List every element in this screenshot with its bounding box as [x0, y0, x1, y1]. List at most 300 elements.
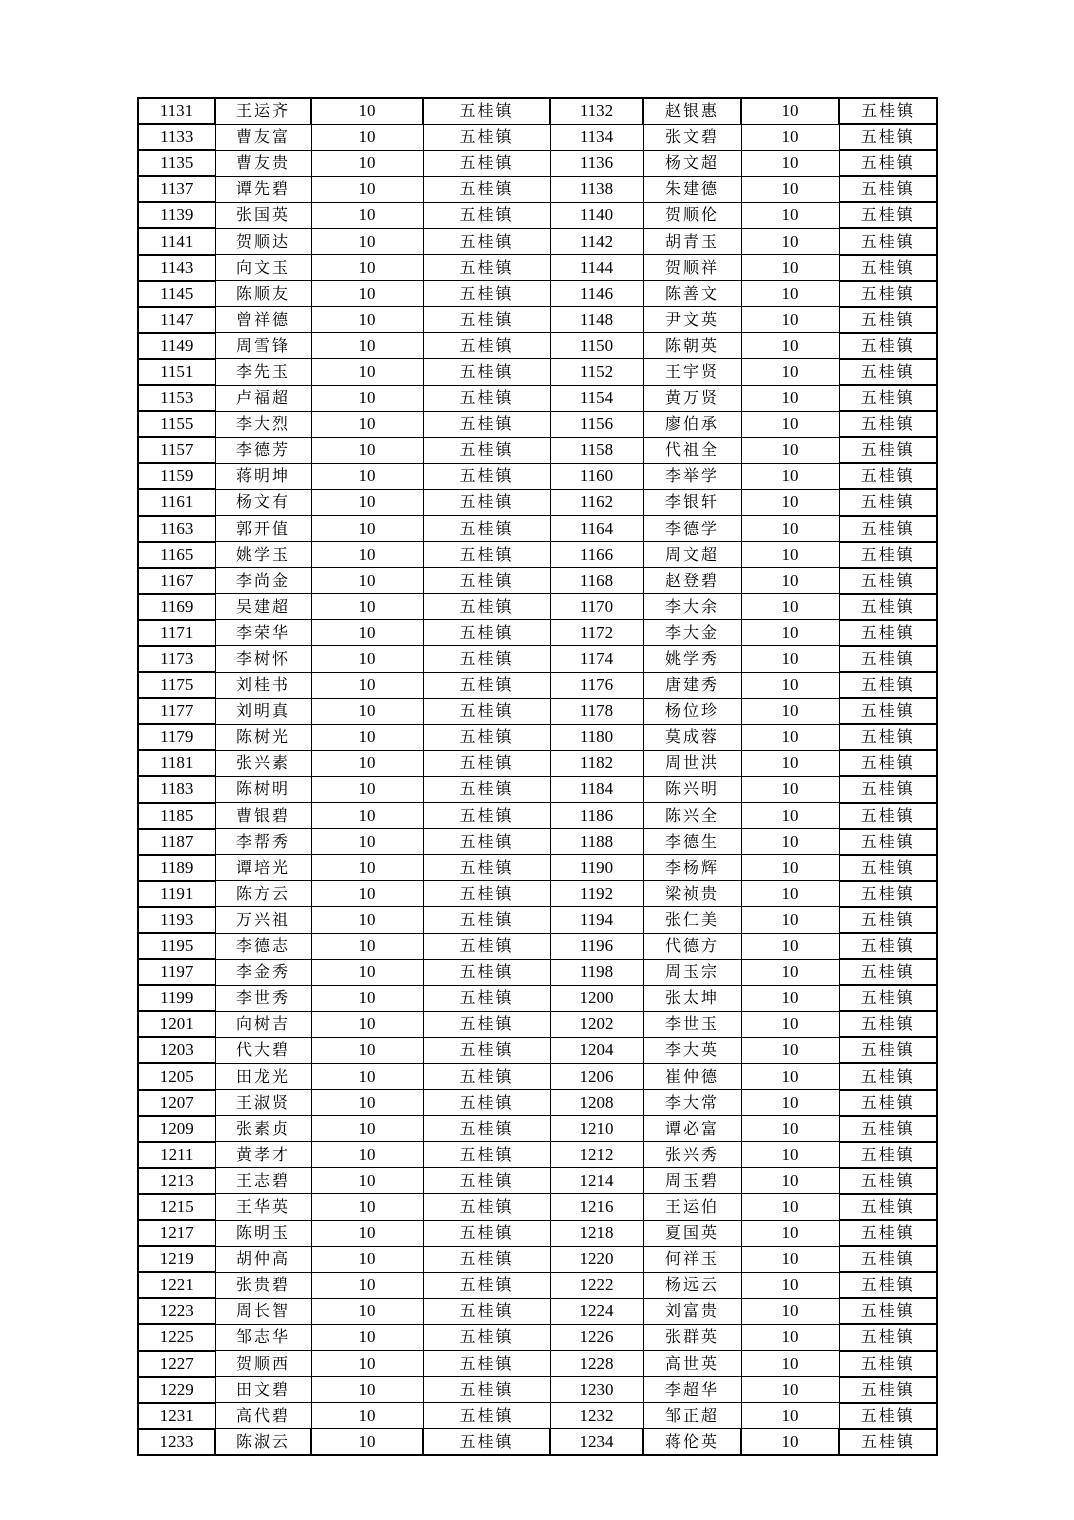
right-entry-town: 五桂镇	[839, 855, 937, 881]
table-row	[138, 1063, 937, 1089]
right-entry-name: 姚学秀	[643, 646, 741, 672]
right-entry-town: 五桂镇	[839, 724, 937, 750]
left-entry-town: 五桂镇	[423, 1403, 550, 1429]
table-row	[138, 176, 937, 202]
right-entry-town: 五桂镇	[839, 1324, 937, 1350]
right-entry-amount: 10	[741, 255, 839, 281]
left-entry-town: 五桂镇	[423, 1037, 550, 1063]
left-entry-town: 五桂镇	[423, 1116, 550, 1142]
right-entry-id: 1190	[550, 855, 643, 881]
right-entry-amount: 10	[741, 855, 839, 881]
table-row	[138, 98, 937, 124]
left-entry-amount: 10	[311, 1403, 423, 1429]
right-entry-town: 五桂镇	[839, 907, 937, 933]
left-entry-id: 1201	[138, 1011, 215, 1037]
right-entry-name: 崔仲德	[643, 1063, 741, 1089]
left-entry-name: 蒋明坤	[215, 463, 311, 489]
left-entry-town: 五桂镇	[423, 1194, 550, 1220]
table-row	[138, 542, 937, 568]
left-entry-id: 1217	[138, 1220, 215, 1246]
right-entry-id: 1182	[550, 750, 643, 776]
right-entry-id: 1176	[550, 672, 643, 698]
left-entry-name: 刘明真	[215, 698, 311, 724]
left-entry-id: 1157	[138, 437, 215, 463]
right-entry-id: 1202	[550, 1011, 643, 1037]
left-entry-amount: 10	[311, 202, 423, 228]
left-entry-id: 1131	[138, 98, 215, 124]
right-entry-amount: 10	[741, 1037, 839, 1063]
right-entry-amount: 10	[741, 1011, 839, 1037]
right-entry-amount: 10	[741, 1324, 839, 1350]
left-entry-name: 曹友贵	[215, 150, 311, 176]
left-entry-town: 五桂镇	[423, 1246, 550, 1272]
left-entry-id: 1181	[138, 750, 215, 776]
left-entry-id: 1137	[138, 176, 215, 202]
table-row	[138, 646, 937, 672]
left-entry-amount: 10	[311, 542, 423, 568]
right-entry-name: 赵银惠	[643, 98, 741, 124]
left-entry-amount: 10	[311, 907, 423, 933]
right-entry-town: 五桂镇	[839, 463, 937, 489]
left-entry-name: 陈顺友	[215, 281, 311, 307]
table-row	[138, 672, 937, 698]
right-entry-name: 尹文英	[643, 307, 741, 333]
left-entry-town: 五桂镇	[423, 698, 550, 724]
right-entry-town: 五桂镇	[839, 489, 937, 515]
left-entry-id: 1169	[138, 594, 215, 620]
table-row	[138, 1142, 937, 1168]
table-row	[138, 150, 937, 176]
left-entry-amount: 10	[311, 1063, 423, 1089]
right-entry-id: 1200	[550, 985, 643, 1011]
left-entry-id: 1179	[138, 724, 215, 750]
table-row	[138, 307, 937, 333]
left-entry-id: 1221	[138, 1272, 215, 1298]
left-entry-id: 1161	[138, 489, 215, 515]
left-entry-amount: 10	[311, 750, 423, 776]
right-entry-id: 1194	[550, 907, 643, 933]
table-row	[138, 1377, 937, 1403]
left-entry-name: 李先玉	[215, 359, 311, 385]
right-entry-id: 1140	[550, 202, 643, 228]
right-entry-id: 1154	[550, 385, 643, 411]
left-entry-amount: 10	[311, 1116, 423, 1142]
left-entry-id: 1197	[138, 959, 215, 985]
right-entry-name: 蒋伦英	[643, 1429, 741, 1455]
left-entry-name: 谭培光	[215, 855, 311, 881]
left-entry-name: 王淑贤	[215, 1090, 311, 1116]
table-row	[138, 907, 937, 933]
left-entry-name: 向文玉	[215, 255, 311, 281]
left-entry-town: 五桂镇	[423, 333, 550, 359]
right-entry-amount: 10	[741, 1272, 839, 1298]
right-entry-town: 五桂镇	[839, 385, 937, 411]
left-entry-town: 五桂镇	[423, 307, 550, 333]
table-row	[138, 1116, 937, 1142]
left-entry-id: 1193	[138, 907, 215, 933]
left-entry-amount: 10	[311, 1090, 423, 1116]
left-entry-name: 陈淑云	[215, 1429, 311, 1455]
right-entry-name: 李世玉	[643, 1011, 741, 1037]
left-entry-id: 1143	[138, 255, 215, 281]
left-entry-town: 五桂镇	[423, 803, 550, 829]
left-entry-town: 五桂镇	[423, 1011, 550, 1037]
table-row	[138, 255, 937, 281]
left-entry-town: 五桂镇	[423, 855, 550, 881]
left-entry-town: 五桂镇	[423, 594, 550, 620]
left-entry-name: 李金秀	[215, 959, 311, 985]
right-entry-town: 五桂镇	[839, 359, 937, 385]
left-entry-name: 曹友富	[215, 124, 311, 150]
left-entry-name: 向树吉	[215, 1011, 311, 1037]
left-entry-amount: 10	[311, 594, 423, 620]
left-entry-town: 五桂镇	[423, 672, 550, 698]
left-entry-town: 五桂镇	[423, 1090, 550, 1116]
right-entry-town: 五桂镇	[839, 202, 937, 228]
table-row	[138, 1090, 937, 1116]
right-entry-town: 五桂镇	[839, 255, 937, 281]
left-entry-id: 1133	[138, 124, 215, 150]
left-entry-name: 王运齐	[215, 98, 311, 124]
left-entry-amount: 10	[311, 228, 423, 254]
left-entry-id: 1149	[138, 333, 215, 359]
right-entry-town: 五桂镇	[839, 1090, 937, 1116]
right-entry-name: 陈兴全	[643, 803, 741, 829]
right-entry-town: 五桂镇	[839, 516, 937, 542]
left-entry-town: 五桂镇	[423, 124, 550, 150]
right-entry-name: 代祖全	[643, 437, 741, 463]
left-entry-amount: 10	[311, 411, 423, 437]
right-entry-name: 周世洪	[643, 750, 741, 776]
left-entry-amount: 10	[311, 176, 423, 202]
left-entry-id: 1183	[138, 776, 215, 802]
left-entry-town: 五桂镇	[423, 411, 550, 437]
left-entry-name: 代大碧	[215, 1037, 311, 1063]
left-entry-amount: 10	[311, 568, 423, 594]
right-entry-town: 五桂镇	[839, 150, 937, 176]
left-entry-id: 1195	[138, 933, 215, 959]
table-row	[138, 281, 937, 307]
right-entry-name: 胡青玉	[643, 228, 741, 254]
left-entry-amount: 10	[311, 333, 423, 359]
right-entry-id: 1136	[550, 150, 643, 176]
right-entry-amount: 10	[741, 1403, 839, 1429]
right-entry-town: 五桂镇	[839, 176, 937, 202]
right-entry-id: 1180	[550, 724, 643, 750]
right-entry-town: 五桂镇	[839, 1272, 937, 1298]
left-entry-amount: 10	[311, 776, 423, 802]
right-entry-name: 周玉宗	[643, 959, 741, 985]
left-entry-name: 李尚金	[215, 568, 311, 594]
left-entry-town: 五桂镇	[423, 516, 550, 542]
left-entry-amount: 10	[311, 255, 423, 281]
left-entry-town: 五桂镇	[423, 98, 550, 124]
right-entry-id: 1224	[550, 1298, 643, 1324]
right-entry-id: 1132	[550, 98, 643, 124]
right-entry-town: 五桂镇	[839, 1403, 937, 1429]
left-entry-id: 1153	[138, 385, 215, 411]
table-row	[138, 594, 937, 620]
left-entry-name: 陈树光	[215, 724, 311, 750]
right-entry-town: 五桂镇	[839, 933, 937, 959]
left-entry-amount: 10	[311, 281, 423, 307]
right-entry-town: 五桂镇	[839, 646, 937, 672]
right-entry-name: 何祥玉	[643, 1246, 741, 1272]
right-entry-name: 张仁美	[643, 907, 741, 933]
right-entry-amount: 10	[741, 463, 839, 489]
right-entry-name: 陈朝英	[643, 333, 741, 359]
right-entry-id: 1188	[550, 829, 643, 855]
right-entry-id: 1226	[550, 1324, 643, 1350]
right-entry-id: 1152	[550, 359, 643, 385]
right-entry-amount: 10	[741, 1377, 839, 1403]
right-entry-amount: 10	[741, 933, 839, 959]
right-entry-town: 五桂镇	[839, 672, 937, 698]
left-entry-name: 陈树明	[215, 776, 311, 802]
left-entry-id: 1135	[138, 150, 215, 176]
table-row	[138, 124, 937, 150]
left-entry-name: 王华英	[215, 1194, 311, 1220]
right-entry-amount: 10	[741, 542, 839, 568]
left-entry-id: 1233	[138, 1429, 215, 1455]
left-entry-name: 田龙光	[215, 1063, 311, 1089]
right-entry-amount: 10	[741, 1351, 839, 1377]
right-entry-id: 1222	[550, 1272, 643, 1298]
left-entry-town: 五桂镇	[423, 1142, 550, 1168]
left-entry-name: 贺顺西	[215, 1351, 311, 1377]
right-entry-name: 高世英	[643, 1351, 741, 1377]
left-entry-id: 1159	[138, 463, 215, 489]
right-entry-amount: 10	[741, 124, 839, 150]
left-entry-amount: 10	[311, 1037, 423, 1063]
left-entry-amount: 10	[311, 1246, 423, 1272]
right-entry-id: 1220	[550, 1246, 643, 1272]
table-row	[138, 881, 937, 907]
right-entry-amount: 10	[741, 881, 839, 907]
right-entry-town: 五桂镇	[839, 307, 937, 333]
right-entry-town: 五桂镇	[839, 281, 937, 307]
left-entry-town: 五桂镇	[423, 437, 550, 463]
left-entry-id: 1151	[138, 359, 215, 385]
left-entry-town: 五桂镇	[423, 1298, 550, 1324]
left-entry-id: 1163	[138, 516, 215, 542]
right-entry-name: 张文碧	[643, 124, 741, 150]
left-entry-name: 张国英	[215, 202, 311, 228]
left-entry-name: 刘桂书	[215, 672, 311, 698]
right-entry-amount: 10	[741, 1116, 839, 1142]
right-entry-amount: 10	[741, 281, 839, 307]
right-entry-name: 王宇贤	[643, 359, 741, 385]
right-entry-id: 1156	[550, 411, 643, 437]
right-entry-name: 陈善文	[643, 281, 741, 307]
left-entry-id: 1203	[138, 1037, 215, 1063]
right-entry-id: 1184	[550, 776, 643, 802]
right-entry-amount: 10	[741, 907, 839, 933]
right-entry-name: 朱建德	[643, 176, 741, 202]
right-entry-amount: 10	[741, 202, 839, 228]
table-row	[138, 1324, 937, 1350]
left-entry-id: 1229	[138, 1377, 215, 1403]
left-entry-id: 1231	[138, 1403, 215, 1429]
table-row	[138, 1194, 937, 1220]
right-entry-town: 五桂镇	[839, 1116, 937, 1142]
left-entry-amount: 10	[311, 698, 423, 724]
right-entry-town: 五桂镇	[839, 698, 937, 724]
left-entry-id: 1211	[138, 1142, 215, 1168]
right-entry-amount: 10	[741, 307, 839, 333]
right-entry-amount: 10	[741, 437, 839, 463]
right-entry-id: 1166	[550, 542, 643, 568]
left-entry-id: 1139	[138, 202, 215, 228]
right-entry-id: 1174	[550, 646, 643, 672]
right-entry-name: 李银轩	[643, 489, 741, 515]
left-entry-id: 1145	[138, 281, 215, 307]
table-row	[138, 1168, 937, 1194]
left-entry-id: 1209	[138, 1116, 215, 1142]
left-entry-amount: 10	[311, 1298, 423, 1324]
left-entry-id: 1225	[138, 1324, 215, 1350]
left-entry-amount: 10	[311, 803, 423, 829]
left-entry-amount: 10	[311, 307, 423, 333]
left-entry-name: 贺顺达	[215, 228, 311, 254]
right-entry-id: 1168	[550, 568, 643, 594]
right-entry-id: 1234	[550, 1429, 643, 1455]
left-entry-name: 万兴祖	[215, 907, 311, 933]
right-entry-id: 1204	[550, 1037, 643, 1063]
right-entry-id: 1134	[550, 124, 643, 150]
left-entry-amount: 10	[311, 1220, 423, 1246]
right-entry-name: 代德方	[643, 933, 741, 959]
left-entry-id: 1213	[138, 1168, 215, 1194]
left-entry-town: 五桂镇	[423, 1429, 550, 1455]
left-entry-name: 邹志华	[215, 1324, 311, 1350]
right-entry-id: 1208	[550, 1090, 643, 1116]
right-entry-name: 王运伯	[643, 1194, 741, 1220]
right-entry-name: 杨位珍	[643, 698, 741, 724]
table-row	[138, 750, 937, 776]
right-entry-id: 1198	[550, 959, 643, 985]
table-row	[138, 1429, 937, 1455]
left-entry-name: 陈明玉	[215, 1220, 311, 1246]
left-entry-town: 五桂镇	[423, 985, 550, 1011]
right-entry-amount: 10	[741, 594, 839, 620]
left-entry-id: 1171	[138, 620, 215, 646]
right-entry-amount: 10	[741, 1168, 839, 1194]
left-entry-id: 1187	[138, 829, 215, 855]
left-entry-name: 李帮秀	[215, 829, 311, 855]
right-entry-name: 李德学	[643, 516, 741, 542]
right-entry-name: 贺顺伦	[643, 202, 741, 228]
right-entry-amount: 10	[741, 98, 839, 124]
right-entry-town: 五桂镇	[839, 881, 937, 907]
left-entry-town: 五桂镇	[423, 959, 550, 985]
left-entry-town: 五桂镇	[423, 907, 550, 933]
right-entry-town: 五桂镇	[839, 1377, 937, 1403]
right-entry-town: 五桂镇	[839, 959, 937, 985]
left-entry-name: 黄孝才	[215, 1142, 311, 1168]
left-entry-id: 1215	[138, 1194, 215, 1220]
left-entry-town: 五桂镇	[423, 646, 550, 672]
right-entry-town: 五桂镇	[839, 1011, 937, 1037]
right-entry-name: 李超华	[643, 1377, 741, 1403]
right-entry-amount: 10	[741, 646, 839, 672]
right-entry-amount: 10	[741, 985, 839, 1011]
table-row	[138, 568, 937, 594]
right-entry-id: 1162	[550, 489, 643, 515]
right-entry-name: 李大常	[643, 1090, 741, 1116]
table-row	[138, 228, 937, 254]
right-entry-amount: 10	[741, 620, 839, 646]
left-entry-town: 五桂镇	[423, 750, 550, 776]
right-entry-id: 1148	[550, 307, 643, 333]
right-entry-name: 唐建秀	[643, 672, 741, 698]
right-entry-town: 五桂镇	[839, 1037, 937, 1063]
left-entry-town: 五桂镇	[423, 1168, 550, 1194]
right-entry-amount: 10	[741, 516, 839, 542]
right-entry-amount: 10	[741, 1090, 839, 1116]
right-entry-town: 五桂镇	[839, 1429, 937, 1455]
right-entry-town: 五桂镇	[839, 750, 937, 776]
left-entry-amount: 10	[311, 1194, 423, 1220]
left-entry-town: 五桂镇	[423, 385, 550, 411]
left-entry-town: 五桂镇	[423, 776, 550, 802]
left-entry-town: 五桂镇	[423, 724, 550, 750]
right-entry-amount: 10	[741, 1063, 839, 1089]
right-entry-name: 张太坤	[643, 985, 741, 1011]
left-entry-town: 五桂镇	[423, 359, 550, 385]
right-entry-town: 五桂镇	[839, 1142, 937, 1168]
table-row	[138, 1011, 937, 1037]
left-entry-amount: 10	[311, 124, 423, 150]
right-entry-town: 五桂镇	[839, 620, 937, 646]
right-entry-amount: 10	[741, 724, 839, 750]
left-entry-name: 曾祥德	[215, 307, 311, 333]
left-entry-town: 五桂镇	[423, 933, 550, 959]
table-row	[138, 985, 937, 1011]
left-entry-amount: 10	[311, 437, 423, 463]
table-row	[138, 1220, 937, 1246]
table-row	[138, 202, 937, 228]
right-entry-amount: 10	[741, 333, 839, 359]
left-entry-name: 郭开值	[215, 516, 311, 542]
table-row	[138, 620, 937, 646]
table-row	[138, 1298, 937, 1324]
left-entry-name: 李德志	[215, 933, 311, 959]
left-entry-name: 陈方云	[215, 881, 311, 907]
left-entry-amount: 10	[311, 1011, 423, 1037]
right-entry-id: 1216	[550, 1194, 643, 1220]
left-entry-town: 五桂镇	[423, 829, 550, 855]
right-entry-name: 李德生	[643, 829, 741, 855]
left-entry-town: 五桂镇	[423, 1272, 550, 1298]
right-entry-name: 黄万贤	[643, 385, 741, 411]
left-entry-name: 周长智	[215, 1298, 311, 1324]
right-entry-town: 五桂镇	[839, 1220, 937, 1246]
left-entry-id: 1207	[138, 1090, 215, 1116]
left-entry-amount: 10	[311, 672, 423, 698]
left-entry-id: 1141	[138, 228, 215, 254]
left-entry-town: 五桂镇	[423, 542, 550, 568]
right-entry-name: 邹正超	[643, 1403, 741, 1429]
left-entry-name: 李德芳	[215, 437, 311, 463]
right-entry-amount: 10	[741, 776, 839, 802]
left-entry-id: 1223	[138, 1298, 215, 1324]
left-entry-id: 1155	[138, 411, 215, 437]
left-entry-town: 五桂镇	[423, 620, 550, 646]
right-entry-amount: 10	[741, 959, 839, 985]
left-entry-amount: 10	[311, 646, 423, 672]
left-entry-id: 1165	[138, 542, 215, 568]
